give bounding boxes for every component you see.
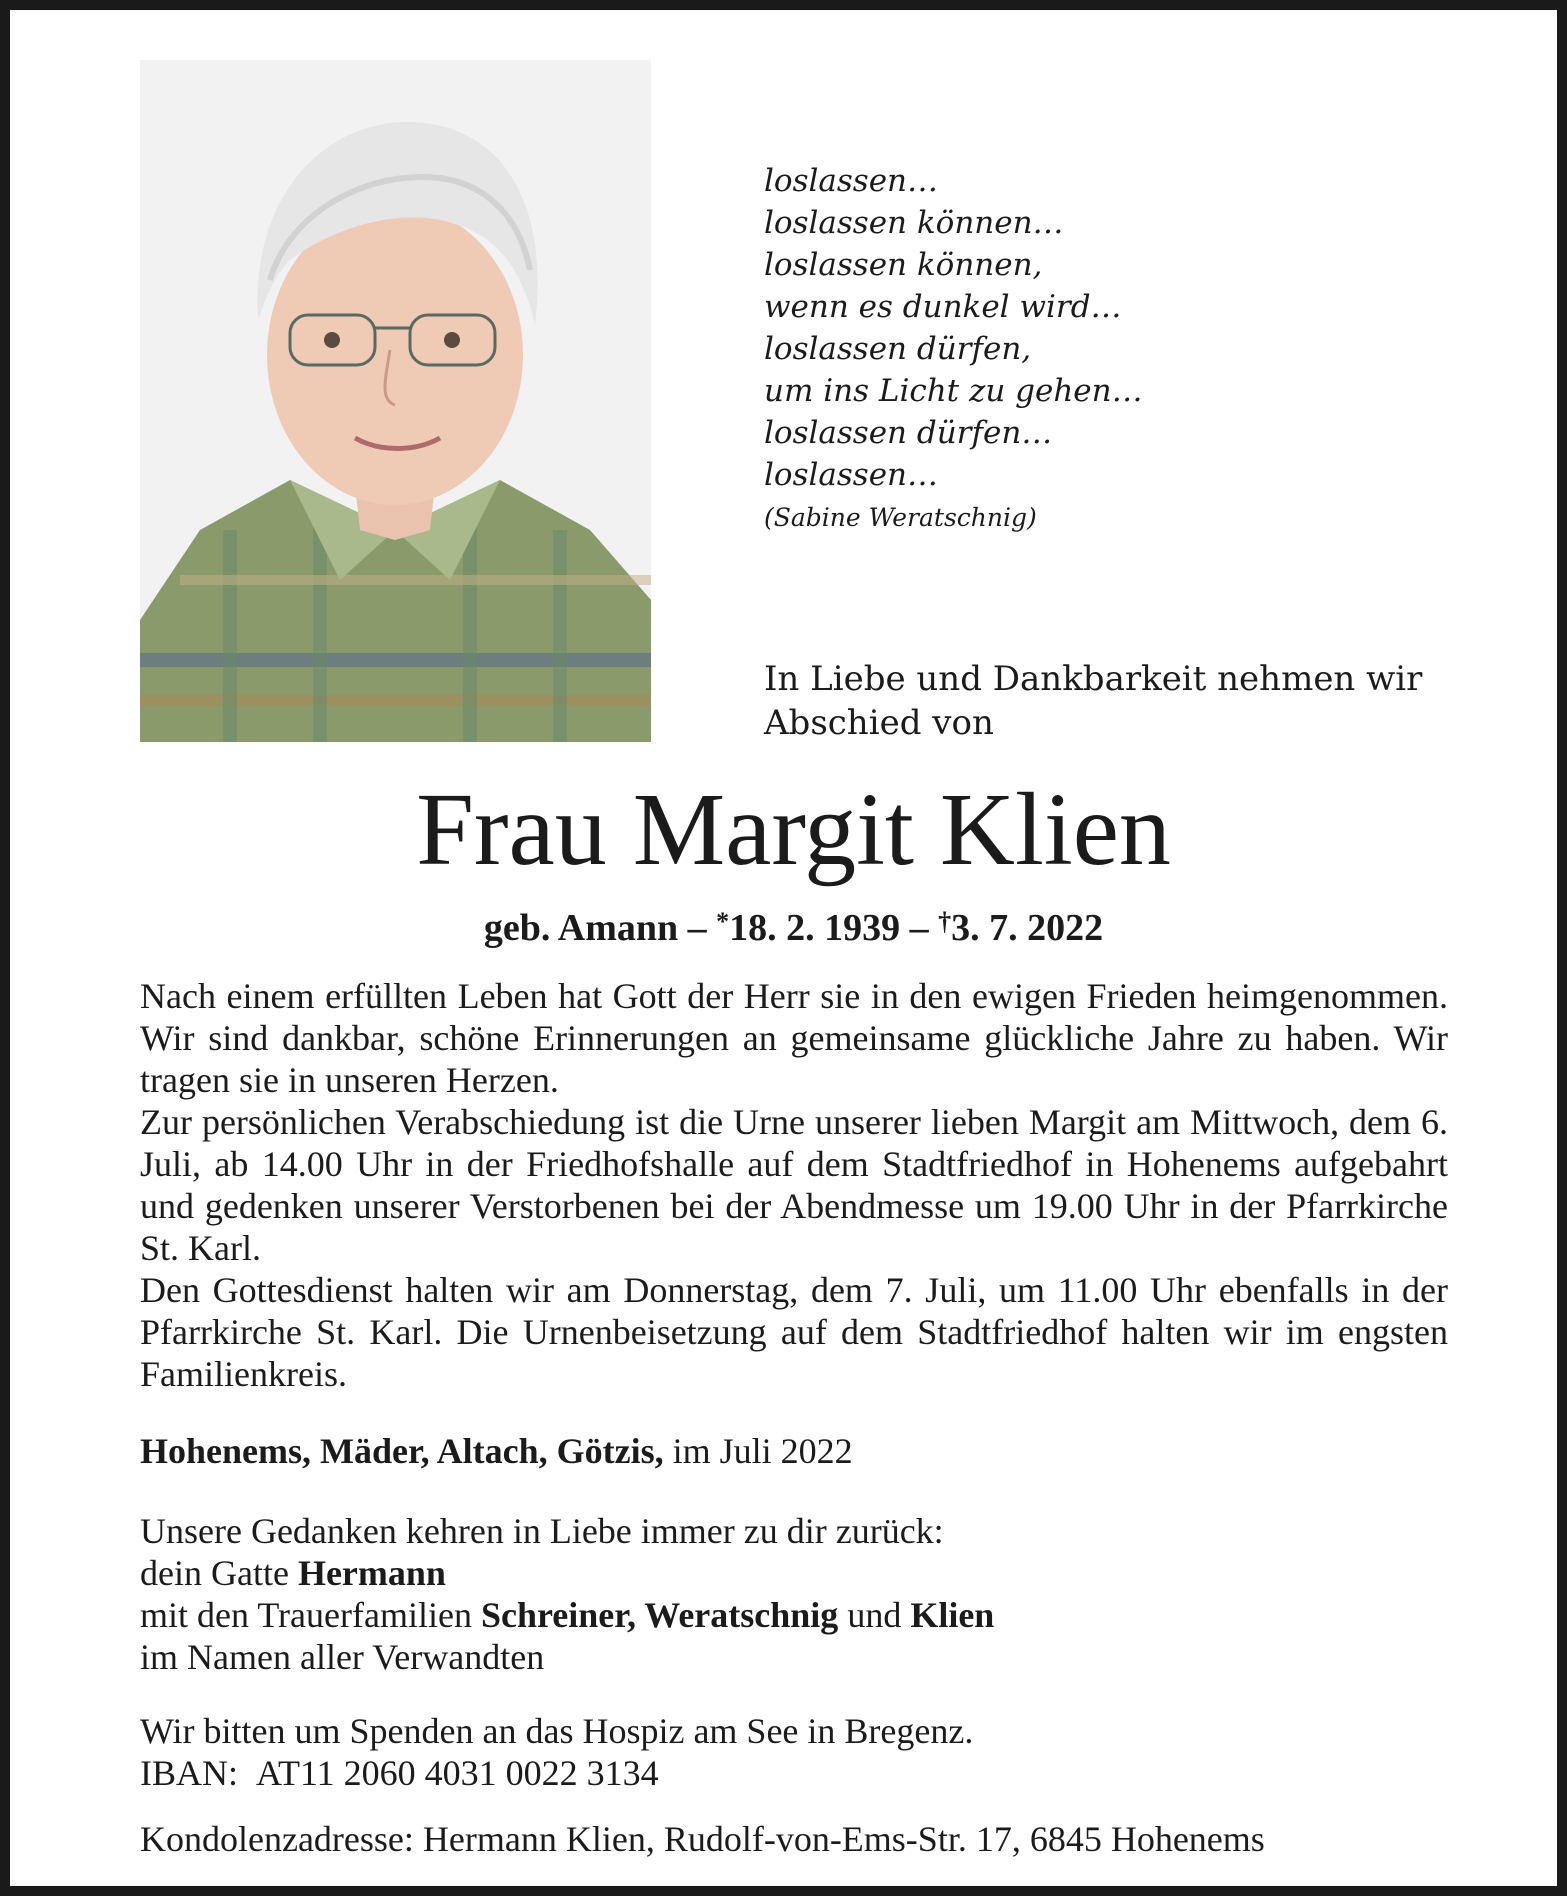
mourners-line: Unsere Gedanken kehren in Liebe immer zu dir zurück: [140,1511,944,1551]
death-date: 3. 7. 2022 [951,907,1104,949]
birth-date: 18. 2. 1939 [729,907,901,949]
death-symbol: † [938,907,952,936]
intro-text: In Liebe und Dankbarkeit nehmen wir Abschied von [764,659,1423,743]
maiden-name: geb. Amann – [483,907,707,949]
body-paragraph: Nach einem erfüllten Leben hat Gott der Herr sie in den ewigen Frieden heimgenommen. Wir sind dankbar, schöne Erinnerungen an gemeinsame glückliche Jahre zu haben. Wir tragen sie in unseren Herzen. [140,976,1448,1100]
condolence-block [140,1818,1470,1860]
portrait-photo [140,60,651,742]
place-date-line [140,1430,1470,1472]
poem-line: loslassen dürfen… [764,415,1053,451]
place-date: im Juli 2022 [672,1431,853,1471]
birth-symbol: * [716,907,730,936]
poem-line: loslassen können, [764,247,1043,283]
poem-line: um ins Licht zu gehen… [764,373,1143,409]
poem [764,160,1464,538]
date-separator: – [909,907,929,949]
poem-author: (Sabine Weratschnig) [764,503,1037,532]
deceased-name: Frau Margit Klien [416,772,1171,887]
families-and: und [847,1595,902,1635]
family-name-last: Klien [910,1595,995,1635]
donation-block [140,1710,1470,1794]
portrait-illustration [140,60,651,742]
body-paragraph: Den Gottesdienst halten wir am Donnerstag, dem 7. Juli, um 11.00 Uhr ebenfalls in der Pfarrkirche St. Karl. Die Urnenbeisetzung auf dem Stadtfriedhof halten wir im engsten Familienkreis. [140,1270,1448,1394]
poem-line: loslassen dürfen, [764,331,1032,367]
places: Hohenems, Mäder, Altach, Götzis, [140,1431,664,1471]
life-dates [10,898,1567,952]
relatives-line: im Namen aller Verwandten [140,1637,545,1677]
spouse-prefix: dein Gatte [140,1553,289,1593]
poem-line: loslassen… [764,163,939,199]
families-prefix: mit den Trauerfamilien [140,1595,472,1635]
poem-line: loslassen… [764,457,939,493]
spouse-name: Hermann [297,1553,446,1593]
iban-number: AT11 2060 4031 0022 3134 [256,1753,659,1793]
family-names: Schreiner, Weratschnig [480,1595,839,1635]
obituary-body [140,975,1448,1395]
condolence-address: Kondolenzadresse: Hermann Klien, Rudolf-von-Ems-Str. 17, 6845 Hohenems [140,1819,1265,1859]
poem-line: loslassen können… [764,205,1064,241]
mourners-block [140,1510,1470,1678]
iban-label: IBAN: [140,1753,238,1793]
body-paragraph: Zur persönlichen Verabschiedung ist die Urne unserer lieben Margit am Mittwoch, dem 6. Juli, ab 14.00 Uhr in der Friedhofshalle auf dem Stadtfriedhof in Hohenems aufgebahrt und gedenken unserer Verstorbenen bei der Abendmesse um 19.00 Uhr in der Pfarrkirche St. Karl. [140,1102,1448,1268]
donation-line: Wir bitten um Spenden an das Hospiz am See in Bregenz. [140,1711,974,1751]
poem-line: wenn es dunkel wird… [764,289,1122,325]
